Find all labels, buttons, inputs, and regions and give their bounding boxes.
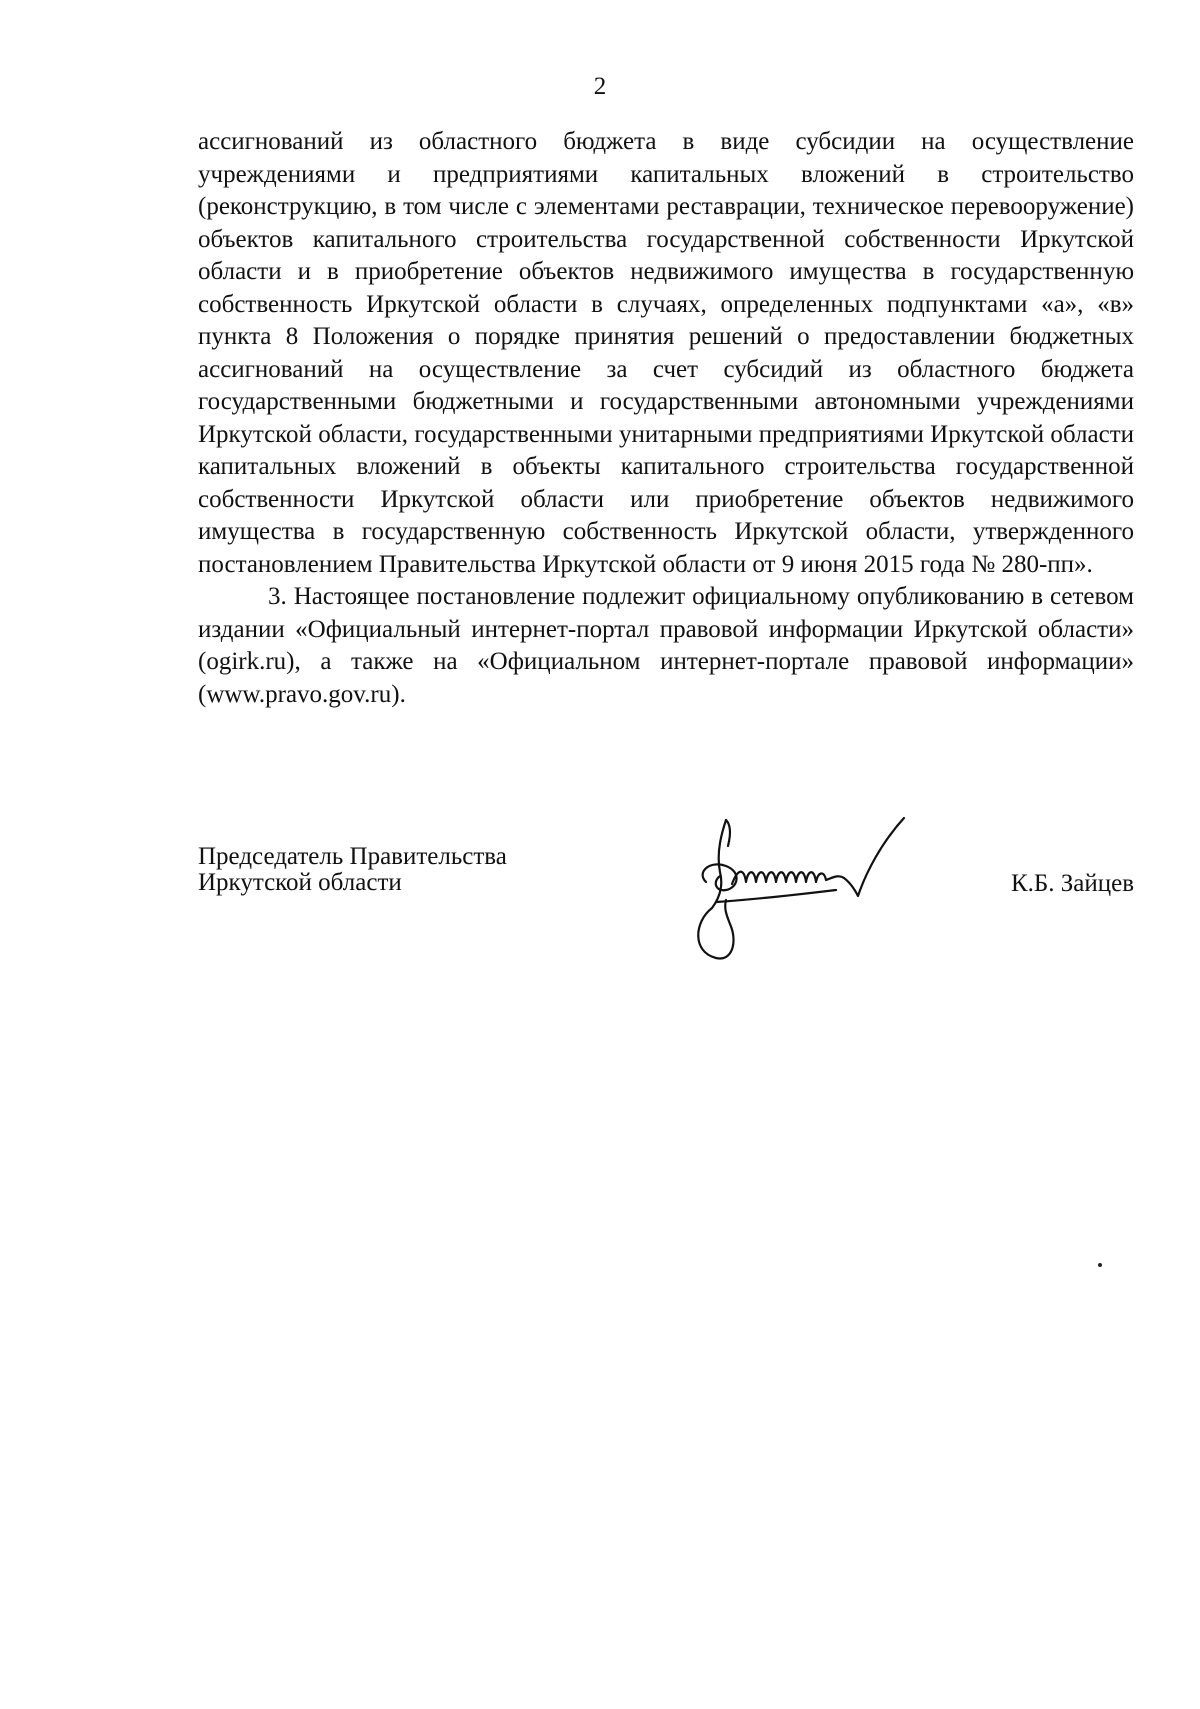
signatory-position	[198, 844, 507, 896]
document-body	[198, 126, 1134, 711]
signatory-position-line1: Председатель Правительства	[198, 843, 507, 870]
scan-speck	[1098, 1263, 1102, 1267]
paragraph-publication: 3. Настоящее постановление подлежит официальному опубликованию в сетевом издании «Официальный интернет-портал правовой информации Иркутской области» (ogirk.ru), а также на «Официальном интернет-портале правовой информации» (www.pravo.gov.ru).	[198, 583, 1134, 708]
signatory-position-line2: Иркутской области	[198, 869, 402, 896]
paragraph-continuation: ассигнований из областного бюджета в виде субсидии на осуществление учреждениями и предприятиями капитальных вложений в строительство (реконструкцию, в том числе с элементами реставрации, техническое перевооружение) объектов капитального строительства государственной собственности Иркутской области и в приобретение объектов недвижимого имущества в государственную собственность Иркутской области в случаях, определенных подпунктами «а», «в» пункта 8 Положения о порядке принятия решений о предоставлении бюджетных ассигнований на осуществление за счет субсидий из областного бюджета государственными бюджетными и государственными автономными учреждениями Иркутской области, государственными унитарными предприятиями Иркутской области капитальных вложений в объекты капитального строительства государственной собственности Иркутской области или приобретение объектов недвижимого имущества в государственную собственность Иркутской области, утвержденного постановлением Правительства Иркутской области от 9 июня 2015 года № 280-пп».	[198, 128, 1134, 578]
page-number: 2	[593, 73, 607, 100]
handwritten-signature	[686, 812, 946, 962]
signatory-name: К.Б. Зайцев	[1010, 870, 1134, 897]
